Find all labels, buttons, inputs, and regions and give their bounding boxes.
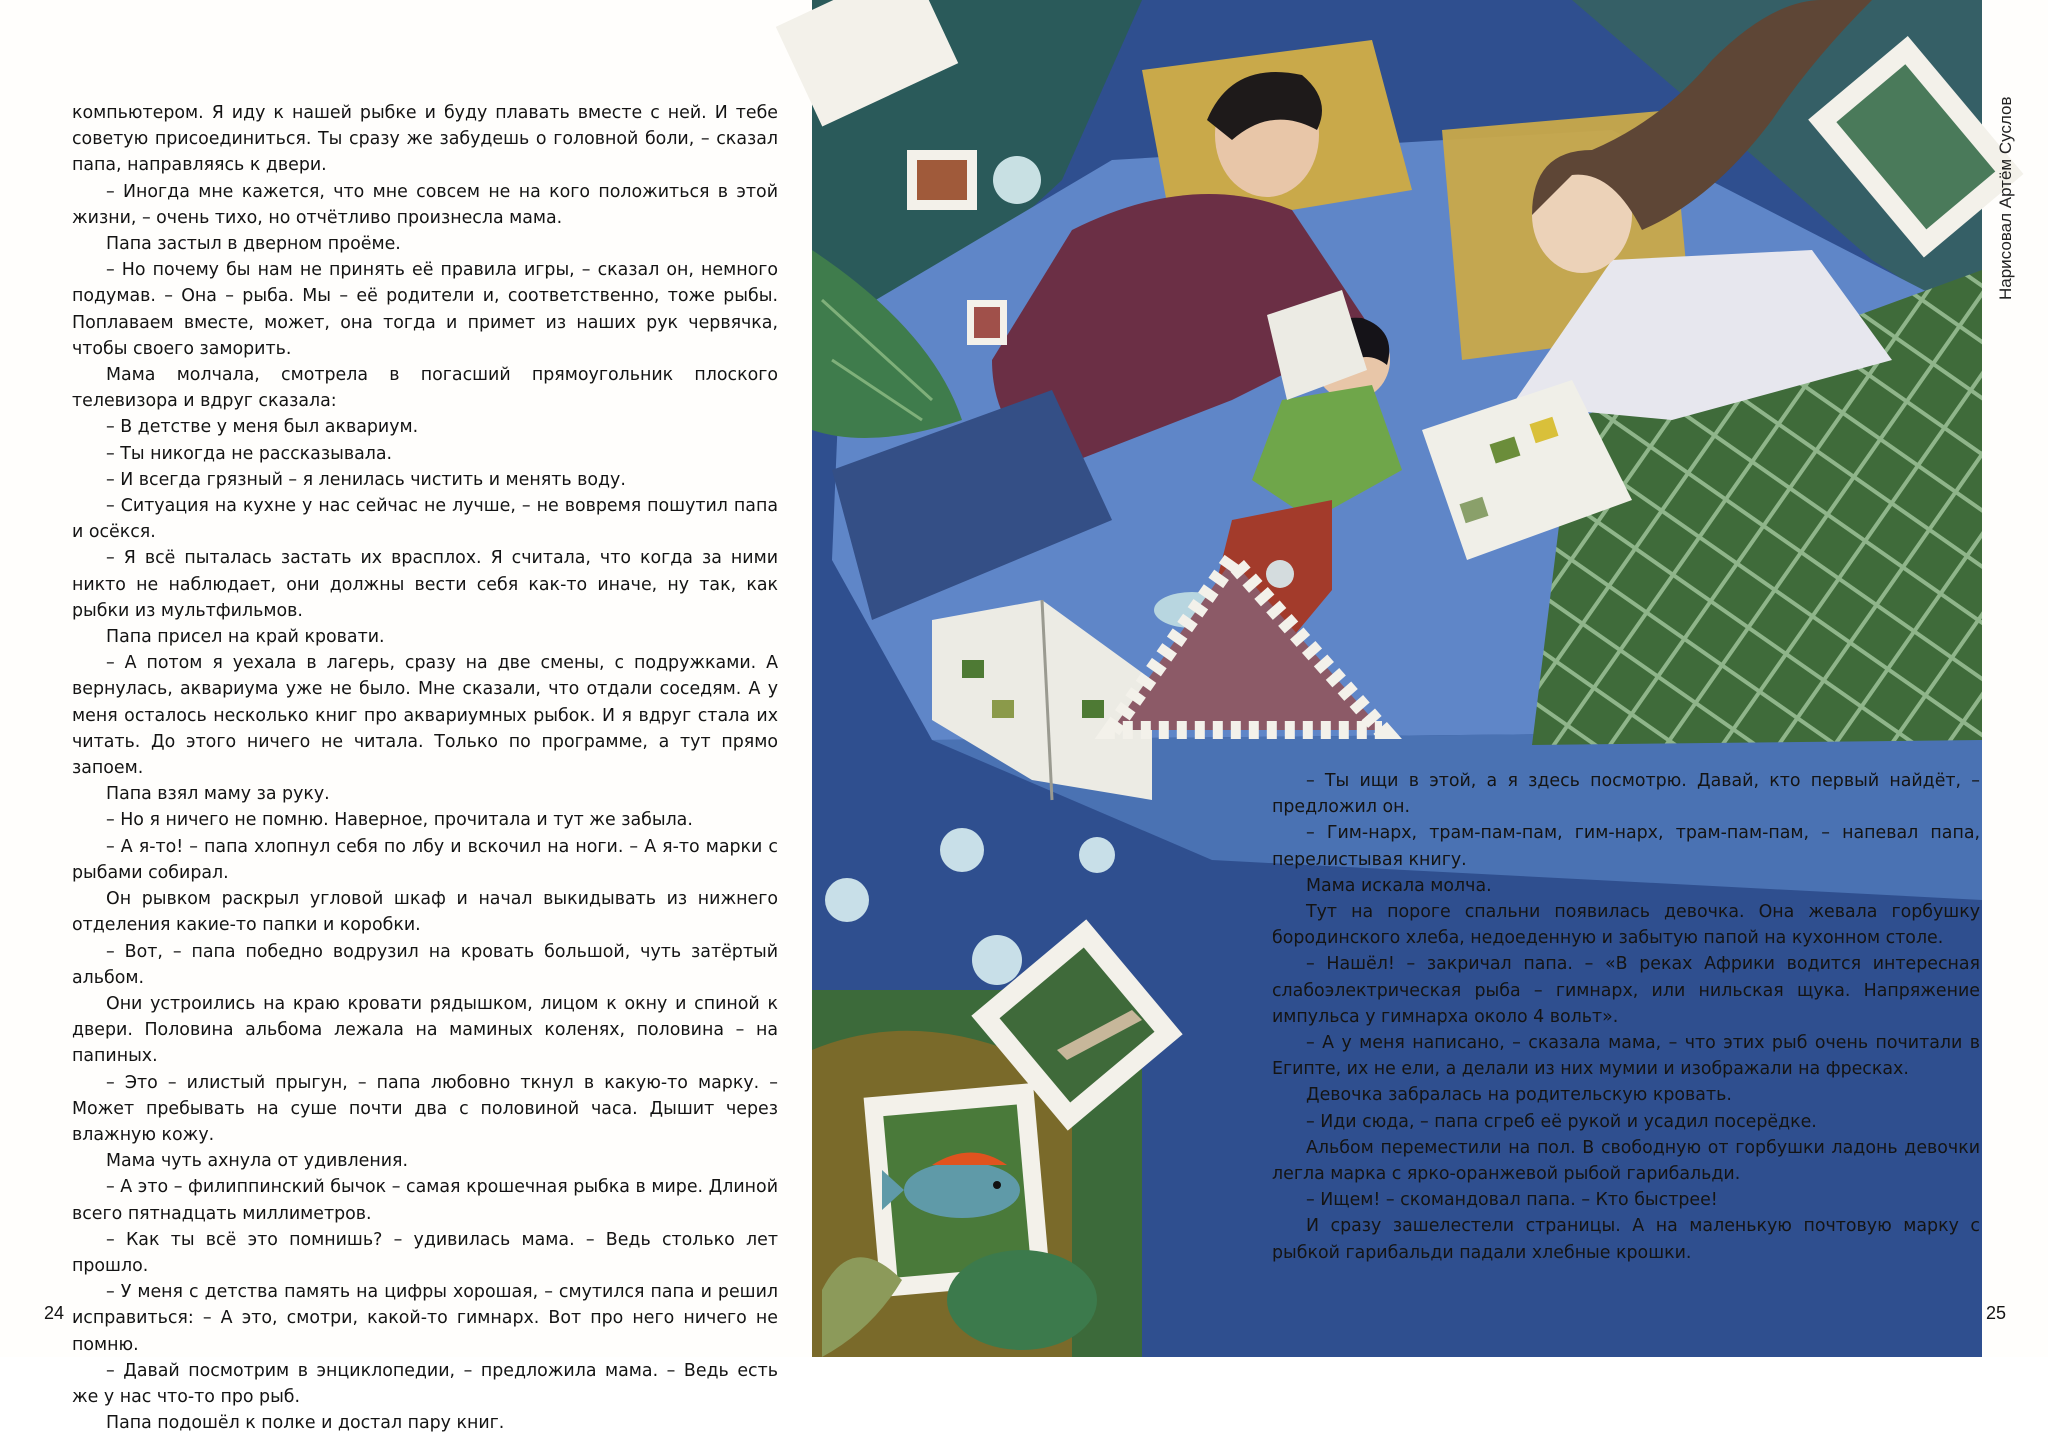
paragraph: – Давай посмотрим в энциклопедии, – предложила мама. – Ведь есть же у нас что-то про рыб. <box>72 1360 778 1407</box>
paragraph: Альбом переместили на пол. В свободную от горбушки ладонь девочки легла марка с ярко-оранжевой рыбой гарибальди. <box>1272 1137 1980 1185</box>
paragraph: – Но почему бы нам не принять её правила игры, – сказал он, немного подумав. – Она – рыба. Мы – её родители и, соответственно, тоже рыбы. Поплаваем вместе, может, она тогда и примет из наших рук червячка, чтобы своего заморить. <box>72 260 778 359</box>
paragraph: Они устроились на краю кровати рядышком, лицом к окну и спиной к двери. Половина альбома лежала на маминых коленях, половина – на папиных. <box>72 993 778 1067</box>
paragraph: – Ты никогда не рассказывала. <box>106 443 393 464</box>
paragraph: – Ситуация на кухне у нас сейчас не лучше, – не вовремя пошутил папа и осёкся. <box>72 496 778 543</box>
paragraph: – Но я ничего не помню. Наверное, прочитала и тут же забыла. <box>106 810 693 831</box>
paragraph: Тут на пороге спальни появилась девочка. Она жевала горбушку бородинского хлеба, недоеденную и забытую папой на кухонном столе. <box>1272 902 1980 949</box>
page-number: 25 <box>1986 1303 2007 1323</box>
paragraph: Папа застыл в дверном проёме. <box>106 234 401 255</box>
paragraph: – Вот, – папа победно водрузил на кровать большой, чуть затёртый альбом. <box>72 941 778 988</box>
paragraph: – У меня с детства память на цифры хорошая, – смутился папа и решил исправиться: – А это, смотри, какой-то гимнарх. Вот про него ничего не помню. <box>72 1282 778 1355</box>
paragraph: Папа присел на край кровати. <box>106 627 385 648</box>
page-number: 24 <box>44 1303 65 1323</box>
paragraph: Папа взял маму за руку. <box>106 784 330 805</box>
right-page-text <box>1272 768 1980 1266</box>
left-page <box>0 0 812 1434</box>
paragraph: – Это – илистый прыгун, – папа любовно ткнул в какую-то марку. – Может пребывать на суше почти два с половиной часа. Дышит через влажную кожу. <box>72 1072 778 1145</box>
paragraph: – Я всё пыталась застать их врасплох. Я считала, что когда за ними никто не наблюдает, они должны вести себя как-то иначе, ну так, как рыбки из мультфильмов. <box>72 548 778 621</box>
paragraph: – В детстве у меня был аквариум. <box>106 417 419 438</box>
paragraph: – Ты ищи в этой, а я здесь посмотрю. Давай, кто первый найдёт, – предложил он. <box>1272 771 1980 818</box>
paragraph: – А потом я уехала в лагерь, сразу на две смены, с подружками. А вернулась, аквариума уже не было. Мне сказали, что отдали соседям. А у меня осталось несколько книг про аквариумных рыбок. И я вдруг стала их читать. До этого ничего не читала. Только по программе, а тут прямо запоем. <box>72 653 778 779</box>
paragraph: – Иди сюда, – папа сгреб её рукой и усадил посерёдке. <box>1306 1111 1817 1132</box>
paragraph: – А у меня написано, – сказала мама, – что этих рыб очень почитали в Египте, их не ели, а делали из них мумии и изображали на фресках. <box>1272 1033 1980 1080</box>
paragraph: – Ищем! – скомандовал папа. – Кто быстрее! <box>1306 1190 1718 1211</box>
illustrator-credit: Нарисовал Артём Суслов <box>1996 96 2015 300</box>
paragraph: – Нашёл! – закричал папа. – «В реках Африки водится интересная слабоэлектрическая рыба – гимнарх, или нильская щука. Напряжение импульса у гимнарха около 4 вольт». <box>1272 954 1980 1027</box>
paragraph: Мама искала молча. <box>1306 875 1492 896</box>
paragraph: Девочка забралась на родительскую кровать. <box>1306 1085 1732 1106</box>
paragraph: компьютером. Я иду к нашей рыбке и буду плавать вместе с ней. И тебе советую присоединиться. Ты сразу же забудешь о головной боли, – сказал папа, направляясь к двери. <box>72 103 778 176</box>
paragraph: И сразу зашелестели страницы. А на маленькую почтовую марку с рыбкой гарибальди падали хлебные крошки. <box>1272 1216 1980 1263</box>
paragraph: – Как ты всё это помнишь? – удивилась мама. – Ведь столько лет прошло. <box>72 1229 778 1276</box>
paragraph: Папа подошёл к полке и достал пару книг. <box>106 1413 505 1434</box>
paragraph: – Гим-нарх, трам-пам-пам, гим-нарх, трам-пам-пам, – напевал папа, перелистывая книгу. <box>1272 823 1980 870</box>
paragraph: – А я-то! – папа хлопнул себя по лбу и вскочил на ноги. – А я-то марки с рыбами собирал. <box>72 836 778 883</box>
paragraph: – И всегда грязный – я ленилась чистить и менять воду. <box>106 469 626 490</box>
paragraph: Мама чуть ахнула от удивления. <box>106 1151 408 1172</box>
left-page-text <box>72 100 778 1436</box>
paragraph: – А это – филиппинский бычок – самая крошечная рыбка в мире. Длиной всего пятнадцать миллиметров. <box>72 1177 778 1224</box>
paragraph: Он рывком раскрыл угловой шкаф и начал выкидывать из нижнего отделения какие-то папки и коробки. <box>72 889 778 936</box>
paragraph: Мама молчала, смотрела в погасший прямоугольник плоского телевизора и вдруг сказала: <box>72 365 778 412</box>
paragraph: – Иногда мне кажется, что мне совсем не на кого положиться в этой жизни, – очень тихо, но отчётливо произнесла мама. <box>72 181 778 228</box>
